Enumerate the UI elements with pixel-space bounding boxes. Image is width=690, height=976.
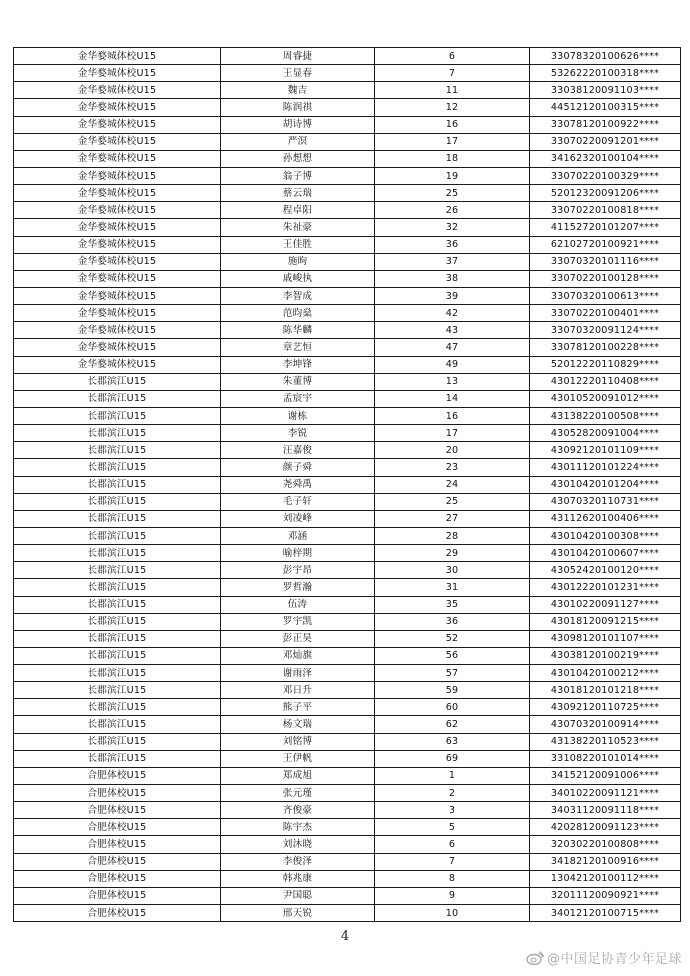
table-row: [14, 305, 681, 322]
player-name-cell: 朱祉豪: [221, 219, 375, 236]
table-row: [14, 133, 681, 150]
table-row: [14, 65, 681, 82]
jersey-number-cell: 49: [375, 356, 530, 373]
team-cell: 合肥体校U15: [14, 887, 221, 904]
table-row: [14, 167, 681, 184]
team-cell: 金华婺城体校U15: [14, 65, 221, 82]
player-name-cell: 程卓阳: [221, 202, 375, 219]
table-row: [14, 116, 681, 133]
id-number-cell: 43112620100406****: [530, 510, 681, 527]
id-number-cell: 32011120090921****: [530, 887, 681, 904]
table-row: [14, 836, 681, 853]
id-number-cell: 34031120091118****: [530, 802, 681, 819]
team-cell: 金华婺城体校U15: [14, 339, 221, 356]
table-row: [14, 630, 681, 647]
team-cell: 长郡滨江U15: [14, 425, 221, 442]
team-cell: 长郡滨江U15: [14, 390, 221, 407]
jersey-number-cell: 42: [375, 305, 530, 322]
table-row: [14, 682, 681, 699]
jersey-number-cell: 39: [375, 287, 530, 304]
jersey-number-cell: 36: [375, 613, 530, 630]
player-name-cell: 胡诗博: [221, 116, 375, 133]
player-name-cell: 郑成旭: [221, 767, 375, 784]
player-name-cell: 章艺恒: [221, 339, 375, 356]
team-cell: 金华婺城体校U15: [14, 219, 221, 236]
player-name-cell: 施昫: [221, 253, 375, 270]
id-number-cell: 53262220100318****: [530, 65, 681, 82]
jersey-number-cell: 43: [375, 322, 530, 339]
jersey-number-cell: 6: [375, 836, 530, 853]
team-cell: 金华婺城体校U15: [14, 185, 221, 202]
player-name-cell: 陈润祺: [221, 99, 375, 116]
table-row: [14, 887, 681, 904]
team-cell: 合肥体校U15: [14, 819, 221, 836]
id-number-cell: 43010420101204****: [530, 476, 681, 493]
id-number-cell: 44512120100315****: [530, 99, 681, 116]
team-cell: 金华婺城体校U15: [14, 82, 221, 99]
table-row: [14, 287, 681, 304]
team-cell: 金华婺城体校U15: [14, 253, 221, 270]
table-row: [14, 253, 681, 270]
table-row: [14, 99, 681, 116]
table-row: [14, 202, 681, 219]
table-row: [14, 339, 681, 356]
player-name-cell: 张元瑾: [221, 785, 375, 802]
player-name-cell: 邓日升: [221, 682, 375, 699]
id-number-cell: 33070320100613****: [530, 287, 681, 304]
team-cell: 长郡滨江U15: [14, 596, 221, 613]
player-name-cell: 严溟: [221, 133, 375, 150]
player-name-cell: 邢天锐: [221, 905, 375, 922]
player-name-cell: 韩兆康: [221, 870, 375, 887]
jersey-number-cell: 27: [375, 510, 530, 527]
jersey-number-cell: 37: [375, 253, 530, 270]
team-cell: 长郡滨江U15: [14, 510, 221, 527]
team-cell: 长郡滨江U15: [14, 699, 221, 716]
player-name-cell: 陈宇杰: [221, 819, 375, 836]
table-row: [14, 185, 681, 202]
jersey-number-cell: 25: [375, 185, 530, 202]
table-row: [14, 459, 681, 476]
table-row: [14, 407, 681, 424]
team-cell: 合肥体校U15: [14, 802, 221, 819]
id-number-cell: 13042120100112****: [530, 870, 681, 887]
jersey-number-cell: 8: [375, 870, 530, 887]
id-number-cell: 62102720100921****: [530, 236, 681, 253]
team-cell: 合肥体校U15: [14, 870, 221, 887]
jersey-number-cell: 7: [375, 65, 530, 82]
player-name-cell: 王显春: [221, 65, 375, 82]
team-cell: 长郡滨江U15: [14, 716, 221, 733]
id-number-cell: 34162320100104****: [530, 150, 681, 167]
player-name-cell: 颜子舜: [221, 459, 375, 476]
id-number-cell: 43098120101107****: [530, 630, 681, 647]
page-number: 4: [340, 929, 350, 944]
player-name-cell: 伍涛: [221, 596, 375, 613]
team-cell: 金华婺城体校U15: [14, 48, 221, 65]
table-row: [14, 236, 681, 253]
team-cell: 金华婺城体校U15: [14, 116, 221, 133]
id-number-cell: 43012220101231****: [530, 579, 681, 596]
team-cell: 长郡滨江U15: [14, 493, 221, 510]
jersey-number-cell: 69: [375, 750, 530, 767]
jersey-number-cell: 30: [375, 562, 530, 579]
team-cell: 长郡滨江U15: [14, 442, 221, 459]
id-number-cell: 33070220100329****: [530, 167, 681, 184]
id-number-cell: 34010220091121****: [530, 785, 681, 802]
table-row: [14, 510, 681, 527]
jersey-number-cell: 3: [375, 802, 530, 819]
team-cell: 金华婺城体校U15: [14, 270, 221, 287]
player-name-cell: 朱董博: [221, 373, 375, 390]
player-name-cell: 毛子轩: [221, 493, 375, 510]
table-row: [14, 665, 681, 682]
team-cell: 长郡滨江U15: [14, 750, 221, 767]
id-number-cell: 41152720101207****: [530, 219, 681, 236]
id-number-cell: 33038120091103****: [530, 82, 681, 99]
team-cell: 金华婺城体校U15: [14, 236, 221, 253]
player-name-cell: 邓涵: [221, 527, 375, 544]
id-number-cell: 52012220110829****: [530, 356, 681, 373]
player-name-cell: 熊子平: [221, 699, 375, 716]
jersey-number-cell: 35: [375, 596, 530, 613]
player-name-cell: 齐俊豪: [221, 802, 375, 819]
team-cell: 金华婺城体校U15: [14, 167, 221, 184]
table-row: [14, 579, 681, 596]
id-number-cell: 43018120091215****: [530, 613, 681, 630]
player-name-cell: 邓灿旗: [221, 647, 375, 664]
table-row: [14, 733, 681, 750]
table-row: [14, 48, 681, 65]
player-name-cell: 魏吉: [221, 82, 375, 99]
id-number-cell: 43012220110408****: [530, 373, 681, 390]
id-number-cell: 43010520091012****: [530, 390, 681, 407]
id-number-cell: 33070320091124****: [530, 322, 681, 339]
player-name-cell: 李智成: [221, 287, 375, 304]
team-cell: 金华婺城体校U15: [14, 133, 221, 150]
table-row: [14, 219, 681, 236]
player-name-cell: 戚峻执: [221, 270, 375, 287]
player-name-cell: 彭正昊: [221, 630, 375, 647]
id-number-cell: 33070220091201****: [530, 133, 681, 150]
player-name-cell: 刘铭博: [221, 733, 375, 750]
team-cell: 长郡滨江U15: [14, 665, 221, 682]
table-row: [14, 853, 681, 870]
jersey-number-cell: 47: [375, 339, 530, 356]
table-row: [14, 425, 681, 442]
player-name-cell: 孟宸宇: [221, 390, 375, 407]
team-cell: 长郡滨江U15: [14, 562, 221, 579]
team-cell: 长郡滨江U15: [14, 647, 221, 664]
id-number-cell: 33078120100922****: [530, 116, 681, 133]
team-cell: 合肥体校U15: [14, 785, 221, 802]
player-name-cell: 喻梓期: [221, 545, 375, 562]
jersey-number-cell: 38: [375, 270, 530, 287]
player-name-cell: 罗哲瀚: [221, 579, 375, 596]
team-cell: 长郡滨江U15: [14, 682, 221, 699]
id-number-cell: 43052420100120****: [530, 562, 681, 579]
jersey-number-cell: 20: [375, 442, 530, 459]
id-number-cell: 33078120100228****: [530, 339, 681, 356]
jersey-number-cell: 59: [375, 682, 530, 699]
team-cell: 长郡滨江U15: [14, 613, 221, 630]
team-cell: 金华婺城体校U15: [14, 202, 221, 219]
id-number-cell: 33070220100401****: [530, 305, 681, 322]
id-number-cell: 34152120091006****: [530, 767, 681, 784]
jersey-number-cell: 16: [375, 407, 530, 424]
jersey-number-cell: 10: [375, 905, 530, 922]
table-row: [14, 356, 681, 373]
team-cell: 长郡滨江U15: [14, 459, 221, 476]
player-name-cell: 罗宇凯: [221, 613, 375, 630]
team-cell: 长郡滨江U15: [14, 630, 221, 647]
table-row: [14, 562, 681, 579]
table-row: [14, 750, 681, 767]
jersey-number-cell: 63: [375, 733, 530, 750]
player-name-cell: 谢雨泽: [221, 665, 375, 682]
table-row: [14, 716, 681, 733]
table-row: [14, 476, 681, 493]
player-name-cell: 刘沐晓: [221, 836, 375, 853]
team-cell: 长郡滨江U15: [14, 476, 221, 493]
id-number-cell: 43010220091127****: [530, 596, 681, 613]
table-row: [14, 493, 681, 510]
table-row: [14, 373, 681, 390]
table-row: [14, 785, 681, 802]
table-row: [14, 819, 681, 836]
player-name-cell: 尧舜禹: [221, 476, 375, 493]
table-row: [14, 870, 681, 887]
team-cell: 长郡滨江U15: [14, 407, 221, 424]
table-row: [14, 647, 681, 664]
table-row: [14, 270, 681, 287]
jersey-number-cell: 1: [375, 767, 530, 784]
jersey-number-cell: 7: [375, 853, 530, 870]
id-number-cell: 33070320101116****: [530, 253, 681, 270]
team-cell: 长郡滨江U15: [14, 733, 221, 750]
id-number-cell: 52012320091206****: [530, 185, 681, 202]
id-number-cell: 43138220100508****: [530, 407, 681, 424]
player-name-cell: 翁子博: [221, 167, 375, 184]
id-number-cell: 32030220100808****: [530, 836, 681, 853]
team-cell: 合肥体校U15: [14, 853, 221, 870]
team-cell: 金华婺城体校U15: [14, 305, 221, 322]
table-row: [14, 596, 681, 613]
team-cell: 合肥体校U15: [14, 767, 221, 784]
player-name-cell: 尹国聪: [221, 887, 375, 904]
jersey-number-cell: 12: [375, 99, 530, 116]
table-row: [14, 545, 681, 562]
team-cell: 金华婺城体校U15: [14, 322, 221, 339]
team-cell: 合肥体校U15: [14, 836, 221, 853]
team-cell: 长郡滨江U15: [14, 545, 221, 562]
jersey-number-cell: 18: [375, 150, 530, 167]
table-row: [14, 390, 681, 407]
table-row: [14, 322, 681, 339]
player-name-cell: 刘凌峰: [221, 510, 375, 527]
jersey-number-cell: 9: [375, 887, 530, 904]
table-row: [14, 905, 681, 922]
id-number-cell: 34012120100715****: [530, 905, 681, 922]
id-number-cell: 43070320110731****: [530, 493, 681, 510]
jersey-number-cell: 17: [375, 133, 530, 150]
id-number-cell: 33078320100626****: [530, 48, 681, 65]
team-cell: 金华婺城体校U15: [14, 287, 221, 304]
table-row: [14, 442, 681, 459]
player-name-cell: 孙想想: [221, 150, 375, 167]
jersey-number-cell: 14: [375, 390, 530, 407]
jersey-number-cell: 25: [375, 493, 530, 510]
team-cell: 金华婺城体校U15: [14, 99, 221, 116]
jersey-number-cell: 31: [375, 579, 530, 596]
jersey-number-cell: 56: [375, 647, 530, 664]
weibo-logo-icon: [526, 951, 544, 965]
id-number-cell: 43011120101224****: [530, 459, 681, 476]
player-name-cell: 范昀燊: [221, 305, 375, 322]
id-number-cell: 42028120091123****: [530, 819, 681, 836]
jersey-number-cell: 6: [375, 48, 530, 65]
id-number-cell: 33070220100128****: [530, 270, 681, 287]
watermark-text: @中国足协青少年足球: [546, 952, 682, 967]
table-row: [14, 82, 681, 99]
jersey-number-cell: 57: [375, 665, 530, 682]
id-number-cell: 43052820091004****: [530, 425, 681, 442]
player-name-cell: 陈华麟: [221, 322, 375, 339]
player-name-cell: 杨文瑞: [221, 716, 375, 733]
jersey-number-cell: 60: [375, 699, 530, 716]
id-number-cell: 43092120110725****: [530, 699, 681, 716]
player-name-cell: 李坤锋: [221, 356, 375, 373]
team-cell: 金华婺城体校U15: [14, 150, 221, 167]
jersey-number-cell: 17: [375, 425, 530, 442]
jersey-number-cell: 36: [375, 236, 530, 253]
team-cell: 合肥体校U15: [14, 905, 221, 922]
id-number-cell: 43138220110523****: [530, 733, 681, 750]
table-row: [14, 613, 681, 630]
id-number-cell: 43018120101218****: [530, 682, 681, 699]
jersey-number-cell: 62: [375, 716, 530, 733]
weibo-watermark: [526, 948, 682, 967]
jersey-number-cell: 28: [375, 527, 530, 544]
jersey-number-cell: 16: [375, 116, 530, 133]
jersey-number-cell: 13: [375, 373, 530, 390]
table-row: [14, 767, 681, 784]
id-number-cell: 43070320100914****: [530, 716, 681, 733]
jersey-number-cell: 26: [375, 202, 530, 219]
id-number-cell: 43038120100219****: [530, 647, 681, 664]
table-row: [14, 150, 681, 167]
id-number-cell: 43092120101109****: [530, 442, 681, 459]
team-cell: 长郡滨江U15: [14, 527, 221, 544]
table-row: [14, 699, 681, 716]
id-number-cell: 43010420100212****: [530, 665, 681, 682]
player-name-cell: 彭宇昂: [221, 562, 375, 579]
jersey-number-cell: 52: [375, 630, 530, 647]
jersey-number-cell: 32: [375, 219, 530, 236]
player-name-cell: 汪嘉俊: [221, 442, 375, 459]
id-number-cell: 33070220100818****: [530, 202, 681, 219]
id-number-cell: 34182120100916****: [530, 853, 681, 870]
jersey-number-cell: 2: [375, 785, 530, 802]
team-cell: 金华婺城体校U15: [14, 356, 221, 373]
player-name-cell: 李锐: [221, 425, 375, 442]
jersey-number-cell: 11: [375, 82, 530, 99]
player-name-cell: 王伊帆: [221, 750, 375, 767]
jersey-number-cell: 19: [375, 167, 530, 184]
jersey-number-cell: 23: [375, 459, 530, 476]
id-number-cell: 33108220101014****: [530, 750, 681, 767]
player-name-cell: 谢栋: [221, 407, 375, 424]
id-number-cell: 43010420100308****: [530, 527, 681, 544]
jersey-number-cell: 5: [375, 819, 530, 836]
table-row: [14, 802, 681, 819]
table-row: [14, 527, 681, 544]
player-name-cell: 蔡云瑞: [221, 185, 375, 202]
player-name-cell: 周睿捷: [221, 48, 375, 65]
player-name-cell: 王佳胜: [221, 236, 375, 253]
roster-table: [13, 47, 681, 922]
team-cell: 长郡滨江U15: [14, 373, 221, 390]
id-number-cell: 43010420100607****: [530, 545, 681, 562]
jersey-number-cell: 24: [375, 476, 530, 493]
team-cell: 长郡滨江U15: [14, 579, 221, 596]
player-name-cell: 李俊泽: [221, 853, 375, 870]
roster-body: [14, 48, 681, 922]
jersey-number-cell: 29: [375, 545, 530, 562]
